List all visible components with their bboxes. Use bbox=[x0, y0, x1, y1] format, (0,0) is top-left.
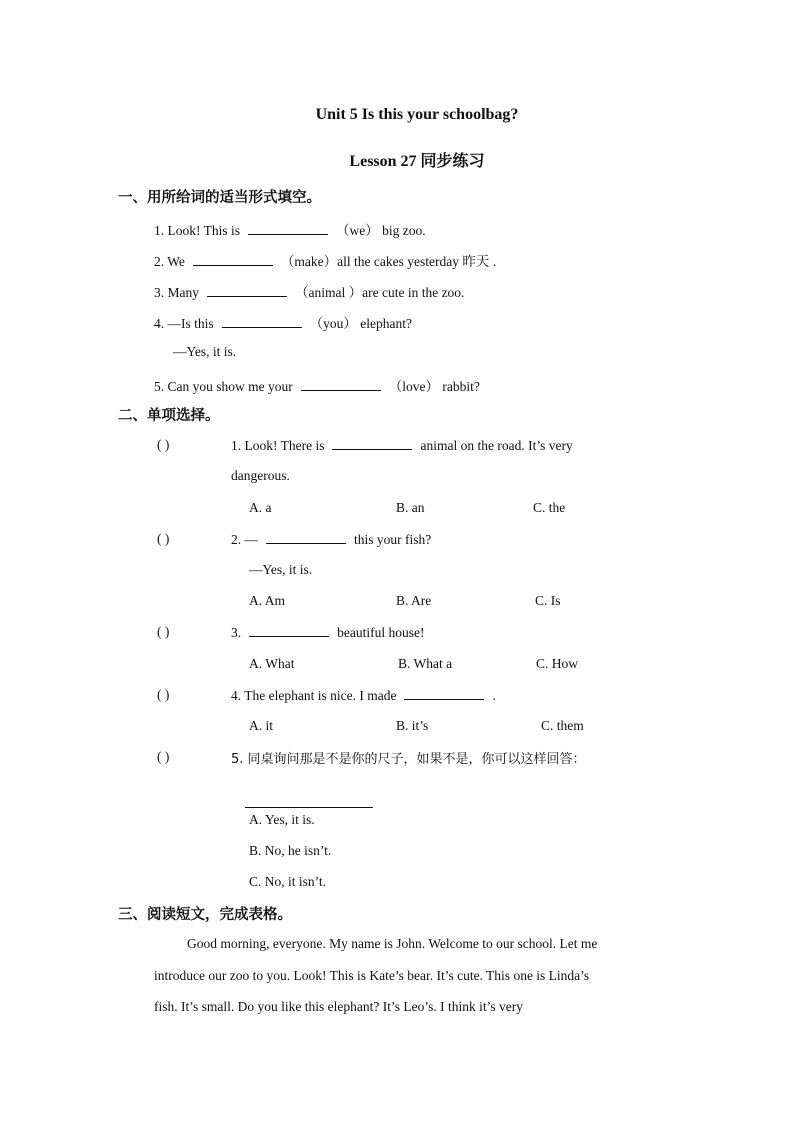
s2-q4-post: . bbox=[492, 688, 496, 703]
s1-q1-post: （we） big zoo. bbox=[336, 223, 426, 238]
s1-q5-post: （love） rabbit? bbox=[388, 379, 480, 394]
answer-blank[interactable] bbox=[222, 315, 302, 328]
option-b[interactable]: B. What a bbox=[398, 656, 453, 671]
passage-line: fish. It’s small. Do you like this elephant? It’s Leo’s. I think it’s very bbox=[154, 999, 523, 1014]
s2-q2-post: this your fish? bbox=[354, 532, 432, 547]
s1-q1 bbox=[154, 219, 426, 239]
option-b[interactable]: B. it’s bbox=[396, 718, 429, 733]
answer-paren[interactable]: ( ) bbox=[157, 749, 170, 764]
option-b[interactable]: B. Are bbox=[396, 593, 432, 608]
option-a[interactable]: A. Am bbox=[249, 593, 286, 608]
answer-blank[interactable] bbox=[248, 222, 328, 235]
s1-q5-pre: 5. Can you show me your bbox=[154, 379, 293, 394]
s2-q2-pre: 2. — bbox=[231, 532, 258, 547]
answer-blank[interactable] bbox=[301, 378, 381, 391]
answer-paren[interactable]: ( ) bbox=[157, 624, 170, 639]
answer-blank[interactable] bbox=[193, 253, 273, 266]
option-b[interactable]: B. No, he isn’t. bbox=[249, 843, 332, 858]
answer-blank[interactable] bbox=[249, 624, 329, 637]
option-c[interactable]: C. No, it isn’t. bbox=[249, 874, 327, 889]
s2-q1 bbox=[231, 437, 573, 454]
section3-heading: 三、阅读短文，完成表格。 bbox=[118, 907, 292, 923]
s1-q2-post: （make）all the cakes yesterday 昨天 . bbox=[280, 254, 497, 269]
s1-q3 bbox=[154, 281, 464, 301]
s1-q3-post: （animal ）are cute in the zoo. bbox=[295, 285, 465, 300]
passage-line: introduce our zoo to you. Look! This is Kate’s bear. It’s cute. This one is Linda’s bbox=[154, 968, 590, 983]
option-c[interactable]: C. How bbox=[536, 656, 579, 671]
s2-q4-pre: 4. The elephant is nice. I made bbox=[231, 688, 397, 703]
s1-q4 bbox=[154, 312, 412, 332]
passage-line: Good morning, everyone. My name is John. Welcome to our school. Let me bbox=[187, 936, 598, 951]
s2-q1-pre: 1. Look! There is bbox=[231, 438, 325, 453]
s2-q2-answer: —Yes, it is. bbox=[249, 562, 313, 577]
option-b[interactable]: B. an bbox=[396, 500, 425, 515]
answer-paren[interactable]: ( ) bbox=[157, 531, 170, 546]
s1-q4-post: （you） elephant? bbox=[309, 316, 412, 331]
section1-heading: 一、用所给词的适当形式填空。 bbox=[118, 190, 321, 206]
lesson-subtitle: Lesson 27 同步练习 bbox=[349, 153, 485, 170]
answer-line[interactable] bbox=[245, 795, 373, 813]
s2-q5: 5. 同桌询问那是不是你的尺子，如果不是，你可以这样回答： bbox=[231, 752, 586, 767]
s1-q2-pre: 2. We bbox=[154, 254, 185, 269]
s2-q1-post: animal on the road. It’s very bbox=[420, 438, 573, 453]
option-c[interactable]: C. the bbox=[533, 500, 566, 515]
answer-blank[interactable] bbox=[207, 284, 287, 297]
option-a[interactable]: A. What bbox=[249, 656, 295, 671]
answer-blank[interactable] bbox=[332, 437, 412, 450]
s1-q4-pre: 4. —Is this bbox=[154, 316, 214, 331]
s2-q3-pre: 3. bbox=[231, 625, 242, 640]
s1-q3-pre: 3. Many bbox=[154, 285, 199, 300]
answer-paren[interactable]: ( ) bbox=[157, 687, 170, 702]
s2-q3-post: beautiful house! bbox=[337, 625, 425, 640]
answer-paren[interactable]: ( ) bbox=[157, 437, 170, 452]
s2-q3 bbox=[231, 624, 424, 641]
s1-q2 bbox=[154, 250, 496, 270]
option-c[interactable]: C. them bbox=[541, 718, 584, 733]
option-a[interactable]: A. it bbox=[249, 718, 274, 733]
s2-q4 bbox=[231, 687, 496, 704]
s1-q5 bbox=[154, 375, 480, 395]
answer-blank[interactable] bbox=[266, 531, 346, 544]
option-a[interactable]: A. a bbox=[249, 500, 272, 515]
s1-q4-answer: —Yes, it is. bbox=[173, 344, 237, 359]
page-title: Unit 5 Is this your schoolbag? bbox=[315, 106, 519, 123]
section2-heading: 二、单项选择。 bbox=[118, 408, 220, 424]
s1-q1-pre: 1. Look! This is bbox=[154, 223, 241, 238]
option-a[interactable]: A. Yes, it is. bbox=[249, 812, 315, 827]
option-c[interactable]: C. Is bbox=[535, 593, 561, 608]
answer-blank[interactable] bbox=[404, 687, 484, 700]
s2-q2 bbox=[231, 531, 431, 548]
s2-q1-cont: dangerous. bbox=[231, 468, 290, 483]
